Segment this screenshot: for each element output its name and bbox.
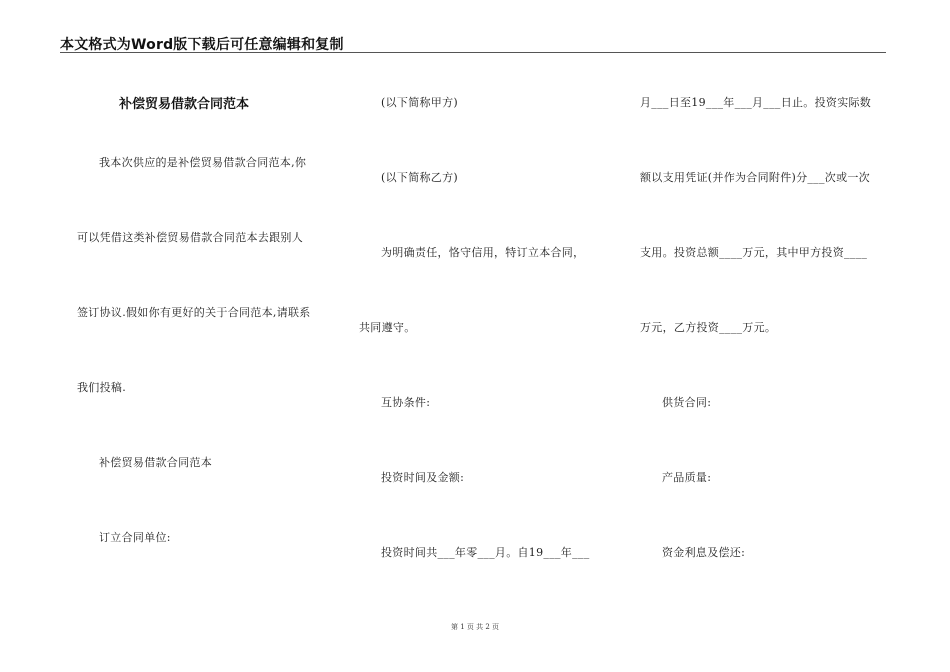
body-line: 签订协议.假如你有更好的关于合同范本,请联系 — [77, 306, 311, 319]
body-line: 投资时间共___年零___月。自19___年___ — [381, 546, 590, 559]
body-line: 万元，乙方投资____万元。 — [640, 321, 777, 334]
body-line: 补偿贸易借款合同范本 — [99, 456, 212, 469]
body-line: 我本次供应的是补偿贸易借款合同范本,你 — [99, 156, 307, 169]
body-line: 互协条件: — [381, 396, 431, 409]
body-line: 供货合同: — [662, 396, 712, 409]
body-line: 投资时间及金额: — [381, 471, 465, 484]
body-line: 为明确责任，恪守信用，特订立本合同， — [381, 246, 585, 259]
body-line: 月___日至19___年___月___日止。投资实际数 — [640, 96, 872, 109]
header-divider — [60, 52, 886, 53]
body-line: (以下简称甲方) — [381, 96, 458, 109]
body-line: 产品质量: — [662, 471, 712, 484]
body-line: 额以支用凭证(并作为合同附件)分___次或一次 — [640, 171, 870, 184]
body-line: 我们投稿. — [77, 381, 126, 394]
body-line: 可以凭借这类补偿贸易借款合同范本去跟别人 — [77, 231, 303, 244]
body-line: (以下简称乙方) — [381, 171, 458, 184]
document-title: 补偿贸易借款合同范本 — [119, 97, 250, 112]
body-line: 资金利息及偿还: — [662, 546, 746, 559]
body-line: 订立合同单位: — [99, 531, 171, 544]
page-number-footer: 第 1 页 共 2 页 — [450, 623, 500, 631]
body-line: 支用。投资总额____万元，其中甲方投资____ — [640, 246, 868, 259]
page-header: 本文格式为Word版下载后可任意编辑和复制 — [60, 37, 344, 53]
body-line: 共同遵守。 — [359, 321, 416, 334]
